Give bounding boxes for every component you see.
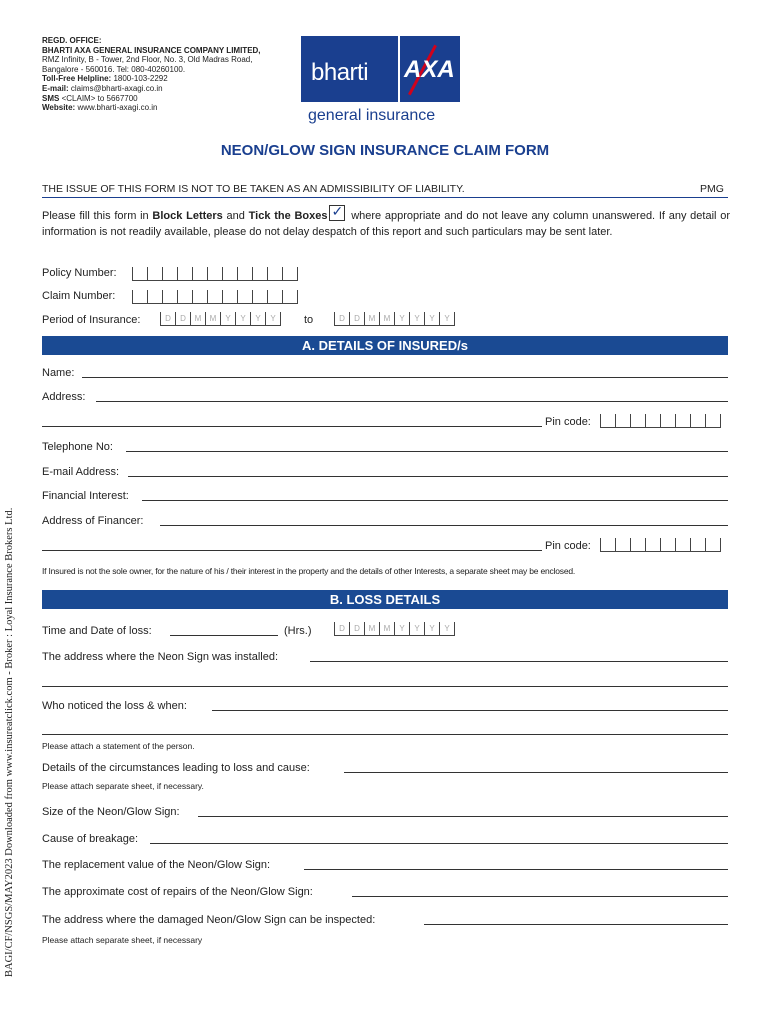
- financial-interest-field[interactable]: [142, 500, 728, 501]
- circumstances-label: Details of the circumstances leading to loss and cause:: [42, 762, 310, 774]
- date-box: M: [190, 312, 205, 325]
- repair-cost-label: The approximate cost of repairs of the Neon/Glow Sign:: [42, 886, 313, 898]
- hrs-label: (Hrs.): [284, 625, 312, 637]
- date-box: D: [349, 312, 364, 325]
- claim-number-boxes[interactable]: [132, 290, 298, 304]
- pin-code-boxes[interactable]: [600, 538, 721, 552]
- attach-statement-note: Please attach a statement of the person.: [42, 741, 195, 751]
- repair-cost-field[interactable]: [352, 896, 728, 897]
- form-code: PMG: [700, 183, 724, 195]
- pin-label: Pin code:: [545, 540, 591, 552]
- instr-text: where appropriate and do not leave any column unanswered. If any detail or information is not readily available, please do not delay despatch of this report and such particulars may be sent later.: [42, 210, 731, 238]
- date-box: M: [364, 312, 379, 325]
- financer-address-field[interactable]: [160, 525, 728, 526]
- telephone-field[interactable]: [126, 451, 728, 452]
- office-line: RMZ Infinity, B - Tower, 2nd Floor, No. 3, Old Madras Road,: [42, 55, 253, 65]
- size-label: Size of the Neon/Glow Sign:: [42, 806, 180, 818]
- date-box: Y: [250, 312, 265, 325]
- date-box: Y: [409, 622, 424, 635]
- helpline-label: Toll-Free Helpline:: [42, 74, 112, 84]
- noticed-field-line2[interactable]: [42, 734, 728, 735]
- date-box: Y: [235, 312, 250, 325]
- date-box: Y: [409, 312, 424, 325]
- website-label: Website:: [42, 103, 76, 113]
- size-field[interactable]: [198, 816, 728, 817]
- time-date-field[interactable]: [170, 635, 278, 636]
- circumstances-field[interactable]: [344, 772, 728, 773]
- financer-address-field-line2[interactable]: [42, 550, 542, 551]
- date-box: M: [379, 312, 394, 325]
- cause-field[interactable]: [150, 843, 728, 844]
- installed-address-field[interactable]: [310, 661, 728, 662]
- inspect-address-field[interactable]: [424, 924, 728, 925]
- replacement-field[interactable]: [304, 869, 728, 870]
- ownership-note: If Insured is not the sole owner, for the nature of his / their interest in the property and the details of other Interests, a separate sheet may be enclosed.: [42, 566, 576, 576]
- instr-text: and: [222, 210, 249, 222]
- sms-label: SMS: [42, 93, 60, 103]
- divider: [42, 197, 728, 198]
- name-field[interactable]: [82, 377, 728, 378]
- date-box: M: [379, 622, 394, 635]
- email-field[interactable]: [128, 476, 728, 477]
- address-field[interactable]: [96, 401, 728, 402]
- attach-sheet-note-2: Please attach separate sheet, if necessary: [42, 935, 203, 945]
- email-label: E-mail Address:: [42, 466, 120, 478]
- logo-bharti-text: bharti: [311, 59, 369, 86]
- helpline-value: 1800-103-2292: [113, 74, 168, 84]
- date-box: Y: [265, 312, 281, 325]
- date-box: Y: [220, 312, 235, 325]
- side-download-note: BAGI/CF/NSGS/MAY2023 Downloaded from www.insureatclick.com - Broker : Loyal Insurance Brokers Ltd.: [4, 507, 15, 977]
- noticed-field[interactable]: [212, 710, 728, 711]
- date-box: D: [175, 312, 190, 325]
- claim-number-label: Claim Number:: [42, 290, 116, 302]
- sms-value: <CLAIM> to 5667700: [61, 93, 138, 103]
- policy-number-label: Policy Number:: [42, 267, 117, 279]
- name-label: Name:: [42, 367, 75, 379]
- pin-label: Pin code:: [545, 416, 591, 428]
- date-box: D: [334, 312, 349, 325]
- period-to-boxes[interactable]: [334, 312, 455, 326]
- pin-code-boxes[interactable]: [600, 414, 721, 428]
- date-box: D: [160, 312, 175, 325]
- instr-text: Please fill this form in: [42, 210, 153, 222]
- date-box: Y: [439, 312, 455, 325]
- instructions: [42, 205, 730, 240]
- form-title: NEON/GLOW SIGN INSURANCE CLAIM FORM: [220, 142, 550, 159]
- date-box: Y: [394, 312, 409, 325]
- company-name: BHARTI AXA GENERAL INSURANCE COMPANY LIMITED,: [42, 45, 261, 55]
- address-field-line2[interactable]: [42, 426, 542, 427]
- date-box: Y: [424, 622, 439, 635]
- date-box: M: [364, 622, 379, 635]
- office-line: Bangalore - 560016. Tel: 080-40260100.: [42, 64, 186, 74]
- noticed-label: Who noticed the loss & when:: [42, 700, 187, 712]
- attach-sheet-note: Please attach separate sheet, if necessary.: [42, 781, 204, 791]
- date-box: Y: [394, 622, 409, 635]
- policy-number-boxes[interactable]: [132, 267, 298, 281]
- date-box: Y: [439, 622, 455, 635]
- period-to-label: to: [304, 314, 314, 326]
- logo-tagline: general insurance: [308, 107, 436, 124]
- telephone-label: Telephone No:: [42, 441, 113, 453]
- date-box: D: [349, 622, 364, 635]
- installed-address-field-line2[interactable]: [42, 686, 728, 687]
- liability-notice: THE ISSUE OF THIS FORM IS NOT TO BE TAKEN AS AN ADMISSIBILITY OF LIABILITY.: [42, 183, 465, 195]
- office-heading: REGD. OFFICE:: [42, 36, 102, 45]
- address-label: Address:: [42, 391, 86, 403]
- replacement-label: The replacement value of the Neon/Glow Sign:: [42, 859, 271, 871]
- financer-address-label: Address of Financer:: [42, 515, 144, 527]
- financial-interest-label: Financial Interest:: [42, 490, 129, 502]
- cause-label: Cause of breakage:: [42, 833, 139, 845]
- date-box: M: [205, 312, 220, 325]
- date-box: Y: [424, 312, 439, 325]
- inspect-address-label: The address where the damaged Neon/Glow Sign can be inspected:: [42, 914, 376, 926]
- tick-box-icon: [329, 205, 345, 221]
- logo-axa-text: AXA: [404, 56, 455, 83]
- logo-divider: [398, 36, 400, 102]
- loss-date-boxes[interactable]: [334, 622, 455, 636]
- office-address: [42, 36, 261, 113]
- date-box: D: [334, 622, 349, 635]
- email-label: E-mail:: [42, 83, 69, 93]
- section-b-header: B. LOSS DETAILS: [42, 590, 728, 609]
- instr-bold: Tick the Boxes: [248, 210, 328, 222]
- email-value: claims@bharti-axagi.co.in: [70, 83, 163, 93]
- section-a-header: A. DETAILS OF INSURED/s: [42, 336, 728, 355]
- installed-address-label: The address where the Neon Sign was installed:: [42, 651, 279, 663]
- period-label: Period of Insurance:: [42, 314, 141, 326]
- website-value: www.bharti-axagi.co.in: [77, 103, 158, 113]
- time-date-label: Time and Date of loss:: [42, 625, 152, 637]
- bharti-axa-logo: [301, 36, 460, 102]
- instr-bold: Block Letters: [152, 210, 223, 222]
- period-from-boxes[interactable]: [160, 312, 281, 326]
